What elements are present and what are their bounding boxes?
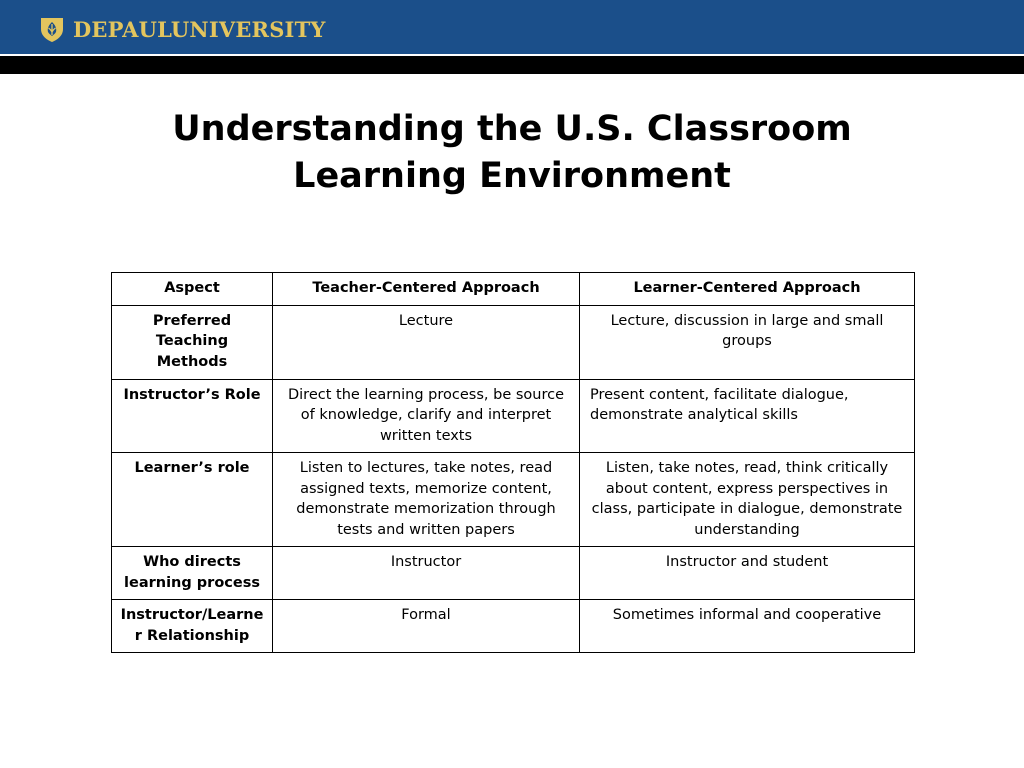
aspect-cell: Instructor/Learner Relationship xyxy=(112,600,273,653)
depaul-shield-icon xyxy=(38,15,66,43)
learner-cell: Instructor and student xyxy=(580,547,915,600)
learner-cell: Sometimes informal and cooperative xyxy=(580,600,915,653)
table-row xyxy=(112,305,915,379)
slide-title-line-1: Understanding the U.S. Classroom xyxy=(172,109,852,149)
column-header-learner-centered: Learner-Centered Approach xyxy=(580,273,915,306)
slide-title xyxy=(0,106,1024,200)
table-row xyxy=(112,547,915,600)
table-row xyxy=(112,379,915,453)
header-rule xyxy=(0,56,1024,74)
column-header-aspect: Aspect xyxy=(112,273,273,306)
depaul-logo xyxy=(38,14,326,44)
comparison-table xyxy=(111,272,915,653)
table-row xyxy=(112,453,915,547)
teacher-cell: Listen to lectures, take notes, read assigned texts, memorize content, demonstrate memorization through tests and written papers xyxy=(273,453,580,547)
aspect-cell: Learner’s role xyxy=(112,453,273,547)
teacher-cell: Direct the learning process, be source of knowledge, clarify and interpret written texts xyxy=(273,379,580,453)
aspect-cell: Who directs learning process xyxy=(112,547,273,600)
teacher-cell: Instructor xyxy=(273,547,580,600)
teacher-cell: Lecture xyxy=(273,305,580,379)
brand-wordmark: DEPAULUNIVERSITY xyxy=(73,16,326,42)
column-header-teacher-centered: Teacher-Centered Approach xyxy=(273,273,580,306)
aspect-cell: Instructor’s Role xyxy=(112,379,273,453)
slide-title-line-2: Learning Environment xyxy=(293,156,731,196)
table-header-row xyxy=(112,273,915,306)
learner-cell: Present content, facilitate dialogue, demonstrate analytical skills xyxy=(580,379,915,453)
table-row xyxy=(112,600,915,653)
learner-cell: Lecture, discussion in large and small groups xyxy=(580,305,915,379)
aspect-cell: Preferred Teaching Methods xyxy=(112,305,273,379)
learner-cell: Listen, take notes, read, think critically about content, express perspectives in class, participate in dialogue, demonstrate understanding xyxy=(580,453,915,547)
teacher-cell: Formal xyxy=(273,600,580,653)
